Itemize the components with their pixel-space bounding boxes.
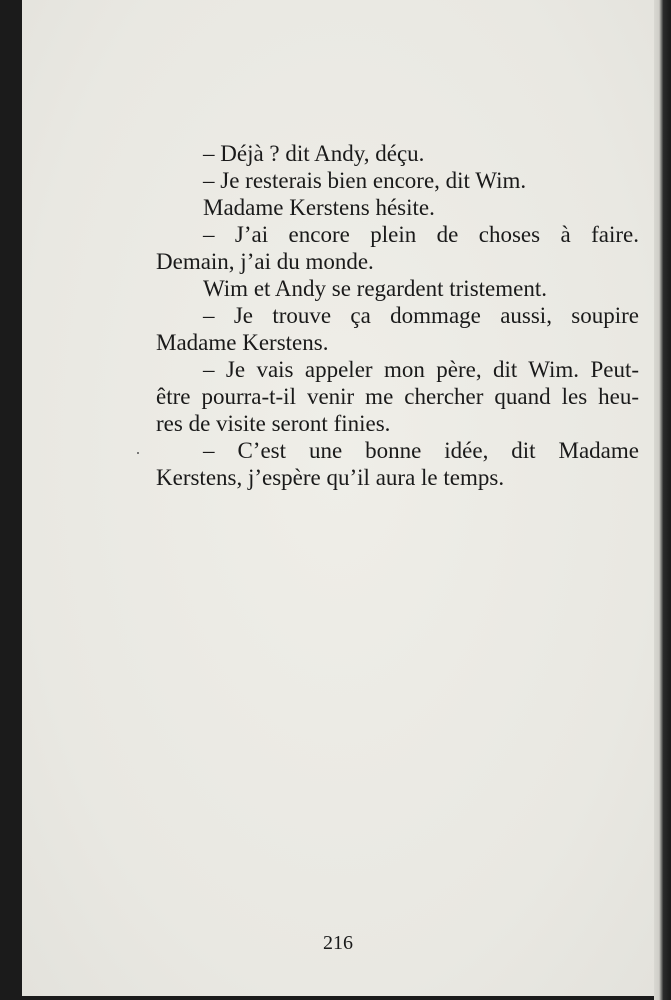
text-line: Madame Kerstens hésite. — [203, 195, 435, 220]
body-text — [156, 140, 639, 491]
text-line: être pourra-t-il venir me chercher quand les heu- — [156, 384, 639, 409]
page-number: 216 — [323, 932, 353, 954]
text-line: Kerstens, j’espère qu’il aura le temps. — [156, 465, 505, 490]
text-line: – C’est une bonne idée, dit Madame — [203, 438, 639, 463]
text-line: – Je vais appeler mon père, dit Wim. Peut- — [203, 357, 639, 382]
text-line: res de visite seront finies. — [156, 411, 391, 436]
text-line: Demain, j’ai du monde. — [156, 249, 374, 274]
text-line: – Je resterais bien encore, dit Wim. — [203, 168, 527, 193]
book-page — [22, 0, 654, 996]
text-line: Wim et Andy se regardent tristement. — [203, 276, 547, 301]
text-line: – Je trouve ça dommage aussi, soupire — [203, 303, 639, 328]
page-edge — [654, 0, 671, 1000]
text-line: – Déjà ? dit Andy, déçu. — [203, 141, 425, 166]
text-line: – J’ai encore plein de choses à faire. — [203, 222, 639, 247]
text-line: Madame Kerstens. — [156, 330, 329, 355]
ink-speck — [137, 452, 139, 454]
